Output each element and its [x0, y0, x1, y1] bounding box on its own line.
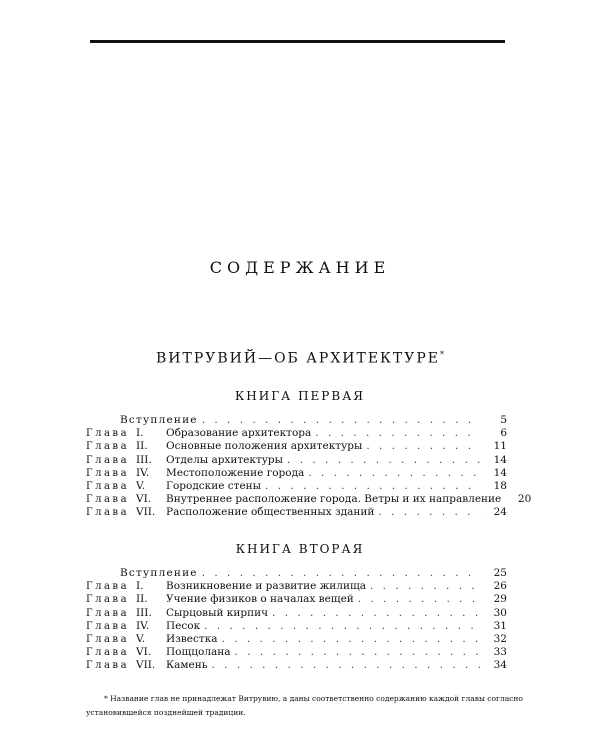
page-number: 34 — [493, 659, 507, 672]
chapter-number: I. — [136, 427, 144, 440]
intro-label: Вступление — [120, 414, 198, 426]
page-number: 30 — [493, 606, 507, 619]
chapter-number: III. — [136, 453, 152, 466]
dot-leader — [211, 659, 481, 672]
toc-chapter-row[interactable] — [86, 580, 507, 593]
chapter-number: V. — [136, 479, 146, 492]
chapter-number: I. — [136, 580, 144, 593]
toc-chapter-row[interactable] — [86, 493, 532, 506]
chapter-number: VI. — [136, 493, 152, 506]
toc-chapter-row[interactable] — [86, 440, 507, 453]
chapter-word: Глава — [86, 480, 130, 492]
dot-leader — [315, 427, 481, 440]
page-number: 24 — [493, 506, 507, 519]
toc-intro-row[interactable] — [86, 567, 507, 580]
chapter-number: VII. — [136, 659, 156, 672]
dot-leader — [235, 646, 481, 659]
page-number: 14 — [493, 453, 507, 466]
chapter-word: Глава — [86, 441, 130, 453]
toc-chapter-row[interactable] — [86, 506, 507, 519]
chapter-word: Глава — [86, 507, 130, 519]
chapter-title: Основные положения архитектуры — [166, 440, 363, 453]
chapter-title: Возникновение и развитие жилища — [166, 580, 366, 593]
chapter-title: Песок — [166, 619, 201, 632]
chapter-word: Глава — [86, 494, 130, 506]
page-number: 18 — [493, 479, 507, 492]
chapter-number: VI. — [136, 646, 152, 659]
chapter-title: Внутреннее расположение города. Ветры и их направление — [166, 493, 502, 506]
toc-chapter-row[interactable] — [86, 659, 507, 672]
chapter-number: IV. — [136, 619, 150, 632]
work-title-text: ВИТРУВИЙ—ОБ АРХИТЕКТУРЕ — [156, 350, 440, 367]
chapter-title: Расположение общественных зданий — [166, 506, 375, 519]
page-number: 11 — [493, 440, 507, 453]
toc-chapter-row[interactable] — [86, 454, 507, 467]
intro-label: Вступление — [120, 567, 198, 579]
dot-leader — [358, 593, 481, 606]
footnote-mark: * — [439, 350, 444, 359]
toc-chapter-row[interactable] — [86, 607, 507, 620]
page-number: 33 — [493, 646, 507, 659]
book-title-first: КНИГА ПЕРВАЯ — [235, 389, 365, 403]
book-title-second: КНИГА ВТОРАЯ — [235, 542, 365, 556]
chapter-title: Образование архитектора — [166, 427, 312, 440]
toc-intro-row[interactable] — [86, 414, 507, 427]
chapter-title: Пощцолана — [166, 646, 231, 659]
top-rule — [90, 40, 505, 43]
work-title — [0, 350, 600, 367]
chapter-word: Глава — [86, 581, 130, 593]
page-number: 31 — [493, 619, 507, 632]
page-number: 5 — [500, 414, 507, 426]
dot-leader — [265, 480, 481, 493]
chapter-word: Глава — [86, 467, 130, 479]
toc-chapter-row[interactable] — [86, 633, 507, 646]
dot-leader — [204, 620, 481, 633]
page-number: 32 — [493, 632, 507, 645]
dot-leader — [378, 506, 481, 519]
toc-chapter-row[interactable] — [86, 427, 507, 440]
chapter-word: Глава — [86, 633, 130, 645]
toc-chapter-row[interactable] — [86, 467, 507, 480]
dot-leader — [202, 414, 481, 427]
chapter-title: Городские стены — [166, 479, 262, 492]
chapter-title: Сырцовый кирпич — [166, 606, 269, 619]
toc-chapter-row[interactable] — [86, 480, 507, 493]
toc-chapter-row[interactable] — [86, 646, 507, 659]
dot-leader — [202, 567, 481, 580]
chapter-number: II. — [136, 593, 148, 606]
dot-leader — [272, 607, 481, 620]
chapter-word: Глава — [86, 594, 130, 606]
page-number: 26 — [493, 580, 507, 593]
page-number: 29 — [493, 593, 507, 606]
chapter-number: IV. — [136, 466, 150, 479]
chapter-title: Местоположение города — [166, 466, 305, 479]
chapter-word: Глава — [86, 454, 130, 466]
chapter-number: II. — [136, 440, 148, 453]
footnote: * Название глав не принадлежат Витрувию, а даны соответственно содержанию каждой главы согласно установившейся позднейшей традиции. — [86, 694, 523, 717]
dot-leader — [366, 440, 481, 453]
dot-leader — [370, 580, 481, 593]
toc-book-second — [86, 567, 507, 673]
page-number: 20 — [517, 493, 532, 506]
chapter-word: Глава — [86, 428, 130, 440]
page-number: 14 — [493, 466, 507, 479]
toc-chapter-row[interactable] — [86, 593, 507, 606]
dot-leader — [222, 633, 481, 646]
chapter-word: Глава — [86, 647, 130, 659]
chapter-word: Глава — [86, 620, 130, 632]
chapter-title: Камень — [166, 659, 208, 672]
chapter-number: III. — [136, 606, 152, 619]
page-title: СОДЕРЖАНИЕ — [209, 258, 391, 277]
chapter-title: Учение физиков о началах вещей — [166, 593, 354, 606]
page-number: 6 — [500, 427, 507, 440]
chapter-title: Отделы архитектуры — [166, 453, 284, 466]
toc-book-first — [86, 414, 532, 520]
chapter-number: VII. — [136, 506, 156, 519]
page-number: 25 — [493, 567, 507, 579]
chapter-word: Глава — [86, 607, 130, 619]
dot-leader — [308, 467, 481, 480]
chapter-number: V. — [136, 632, 146, 645]
dot-leader — [287, 454, 481, 467]
toc-chapter-row[interactable] — [86, 620, 507, 633]
chapter-word: Глава — [86, 660, 130, 672]
chapter-title: Известка — [166, 632, 218, 645]
